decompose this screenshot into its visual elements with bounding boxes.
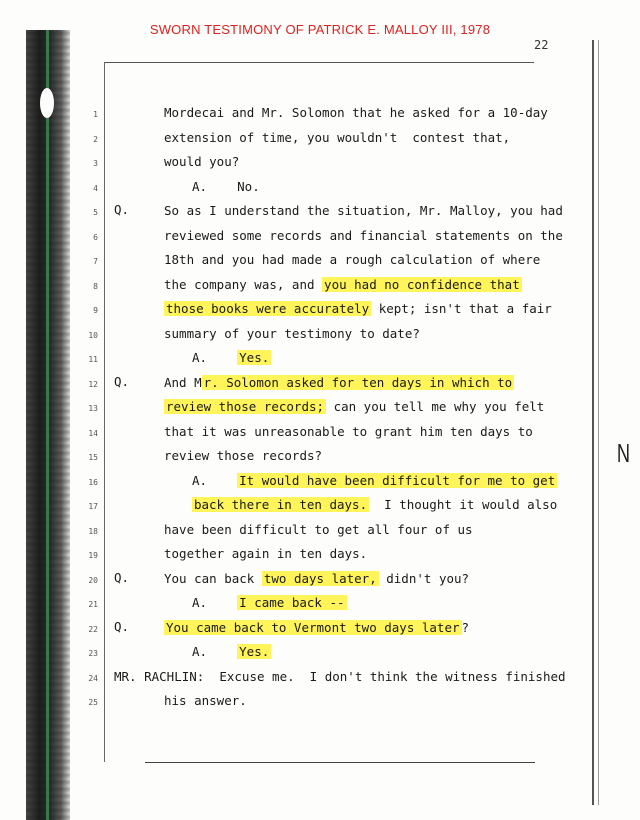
text-segment: So as I understand the situation, Mr. Malloy, you had [164,203,563,218]
text-segment: 18th and you had made a rough calculation of where [164,252,541,267]
line-text [164,447,322,465]
line-number: 22 [88,624,98,634]
highlighted-text: review those records; [166,399,325,414]
speaker-label: Q. [114,373,130,389]
text-segment: kept; isn't that a fair [371,301,552,316]
transcript-line [0,202,640,226]
line-text [164,104,548,122]
highlighted-text: Yes. [239,350,270,365]
line-number: 16 [88,477,98,487]
line-text [192,178,260,196]
line-number: 14 [88,428,98,438]
line-number: 20 [88,575,98,585]
highlighted-text: r. Solomon asked for ten days in which to [203,374,513,390]
line-text [164,202,563,220]
highlighted-text: those books were accurately [166,301,370,316]
line-number: 4 [93,183,98,193]
text-segment: I thought it would also [369,497,558,512]
text-segment: his answer. [164,693,247,708]
line-text [192,496,557,514]
transcript-line [0,570,640,594]
line-number: 3 [93,159,98,168]
text-segment: A. [192,644,238,659]
text-segment: together again in ten days. [164,546,368,561]
transcript-line [0,349,640,373]
line-text [164,619,469,637]
text-segment: A. No. [192,178,260,194]
line-number: 23 [88,649,98,658]
line-text [164,251,540,269]
line-number: 17 [88,502,98,511]
line-number: 9 [93,306,98,315]
line-number: 18 [88,526,98,536]
line-text [192,349,271,367]
page-bottom-rule [145,762,535,763]
highlighted-text: You came back to Vermont two days later [166,619,460,635]
text-segment: And M [164,374,202,390]
line-text [164,521,473,539]
text-segment: that it was unreasonable to grant him ten days to [164,423,533,439]
line-text [164,153,239,171]
highlighted-text: It would have been difficult for me to get [239,472,556,488]
line-text [192,472,557,490]
transcript-line [0,692,640,716]
transcript-line [0,545,640,569]
speaker-label: Q. [114,202,130,217]
transcript-line [0,521,640,545]
line-number: 1 [93,110,98,119]
transcript-line [0,668,640,692]
transcript-line [0,153,640,177]
text-segment: A. [192,595,238,610]
text-segment: review those records? [164,448,323,463]
line-text [164,227,563,245]
speaker-label: Q. [114,569,130,585]
text-segment: ? [461,619,470,635]
transcript-line [0,643,640,667]
line-number: 6 [93,232,98,242]
text-segment: didn't you? [378,570,470,586]
transcript-line [0,300,640,324]
transcript-line [0,251,640,275]
transcript-line [0,129,640,153]
text-segment: can you tell me why you felt [326,399,545,414]
transcript-line [0,496,640,520]
line-number: 19 [88,551,98,560]
line-number: 21 [88,600,98,609]
line-number: 15 [88,453,98,462]
highlighted-text: you had no confidence that [324,276,520,292]
highlighted-text: back there in ten days. [194,497,368,512]
line-text [164,276,522,294]
highlighted-text: Yes. [239,644,270,659]
transcript-line [0,178,640,202]
document-header-title: SWORN TESTIMONY OF PATRICK E. MALLOY III, 1978 [149,22,491,37]
transcript-line [0,398,640,422]
line-text [164,129,510,147]
transcript-line [0,619,640,643]
text-segment: Mordecai and Mr. Solomon that he asked for a 10-day [164,105,548,120]
line-number: 5 [93,208,98,217]
text-segment: the company was, and [164,276,323,292]
line-text [192,594,347,612]
text-segment: A. [192,472,238,488]
transcript-line [0,447,640,471]
line-number: 2 [93,134,98,144]
line-text [164,325,420,343]
page-top-rule [104,62,534,63]
highlighted-text: I came back -- [239,595,345,610]
line-text [164,545,367,563]
line-text [164,423,533,441]
line-text [192,643,271,661]
line-number: 25 [88,698,98,707]
line-text [164,374,514,392]
transcript-line [0,423,640,447]
text-segment: reviewed some records and financial statements on the [164,227,563,243]
text-segment: summary of your testimony to date? [164,325,420,341]
line-text [164,398,544,416]
line-text [164,692,247,710]
speaker-label: Q. [114,618,130,634]
line-number: 10 [88,330,98,340]
text-segment: extension of time, you wouldn't contest that, [164,129,511,145]
line-number: 13 [88,404,98,413]
page-number: 22 [534,38,549,52]
transcript-line [0,472,640,496]
text-segment: MR. RACHLIN: Excuse me. I don't think the witness finished [114,668,566,684]
transcript-line [0,227,640,251]
transcript-line [0,104,640,128]
line-number: 11 [88,355,98,364]
line-text [114,668,566,686]
transcript-line [0,276,640,300]
transcript-line [0,325,640,349]
text-segment: You can back [164,570,262,586]
transcript-line [0,374,640,398]
line-text [164,300,552,318]
line-number: 24 [88,673,98,683]
line-text [164,570,469,588]
transcript-line [0,594,640,618]
text-segment: A. [192,350,238,365]
line-number: 8 [93,281,98,291]
text-segment: would you? [164,154,240,169]
line-number: 7 [93,257,98,266]
text-segment: have been difficult to get all four of us [164,521,473,537]
highlighted-text: two days later, [263,570,377,586]
line-number: 12 [88,379,98,389]
handwritten-margin-mark: N [616,438,630,468]
